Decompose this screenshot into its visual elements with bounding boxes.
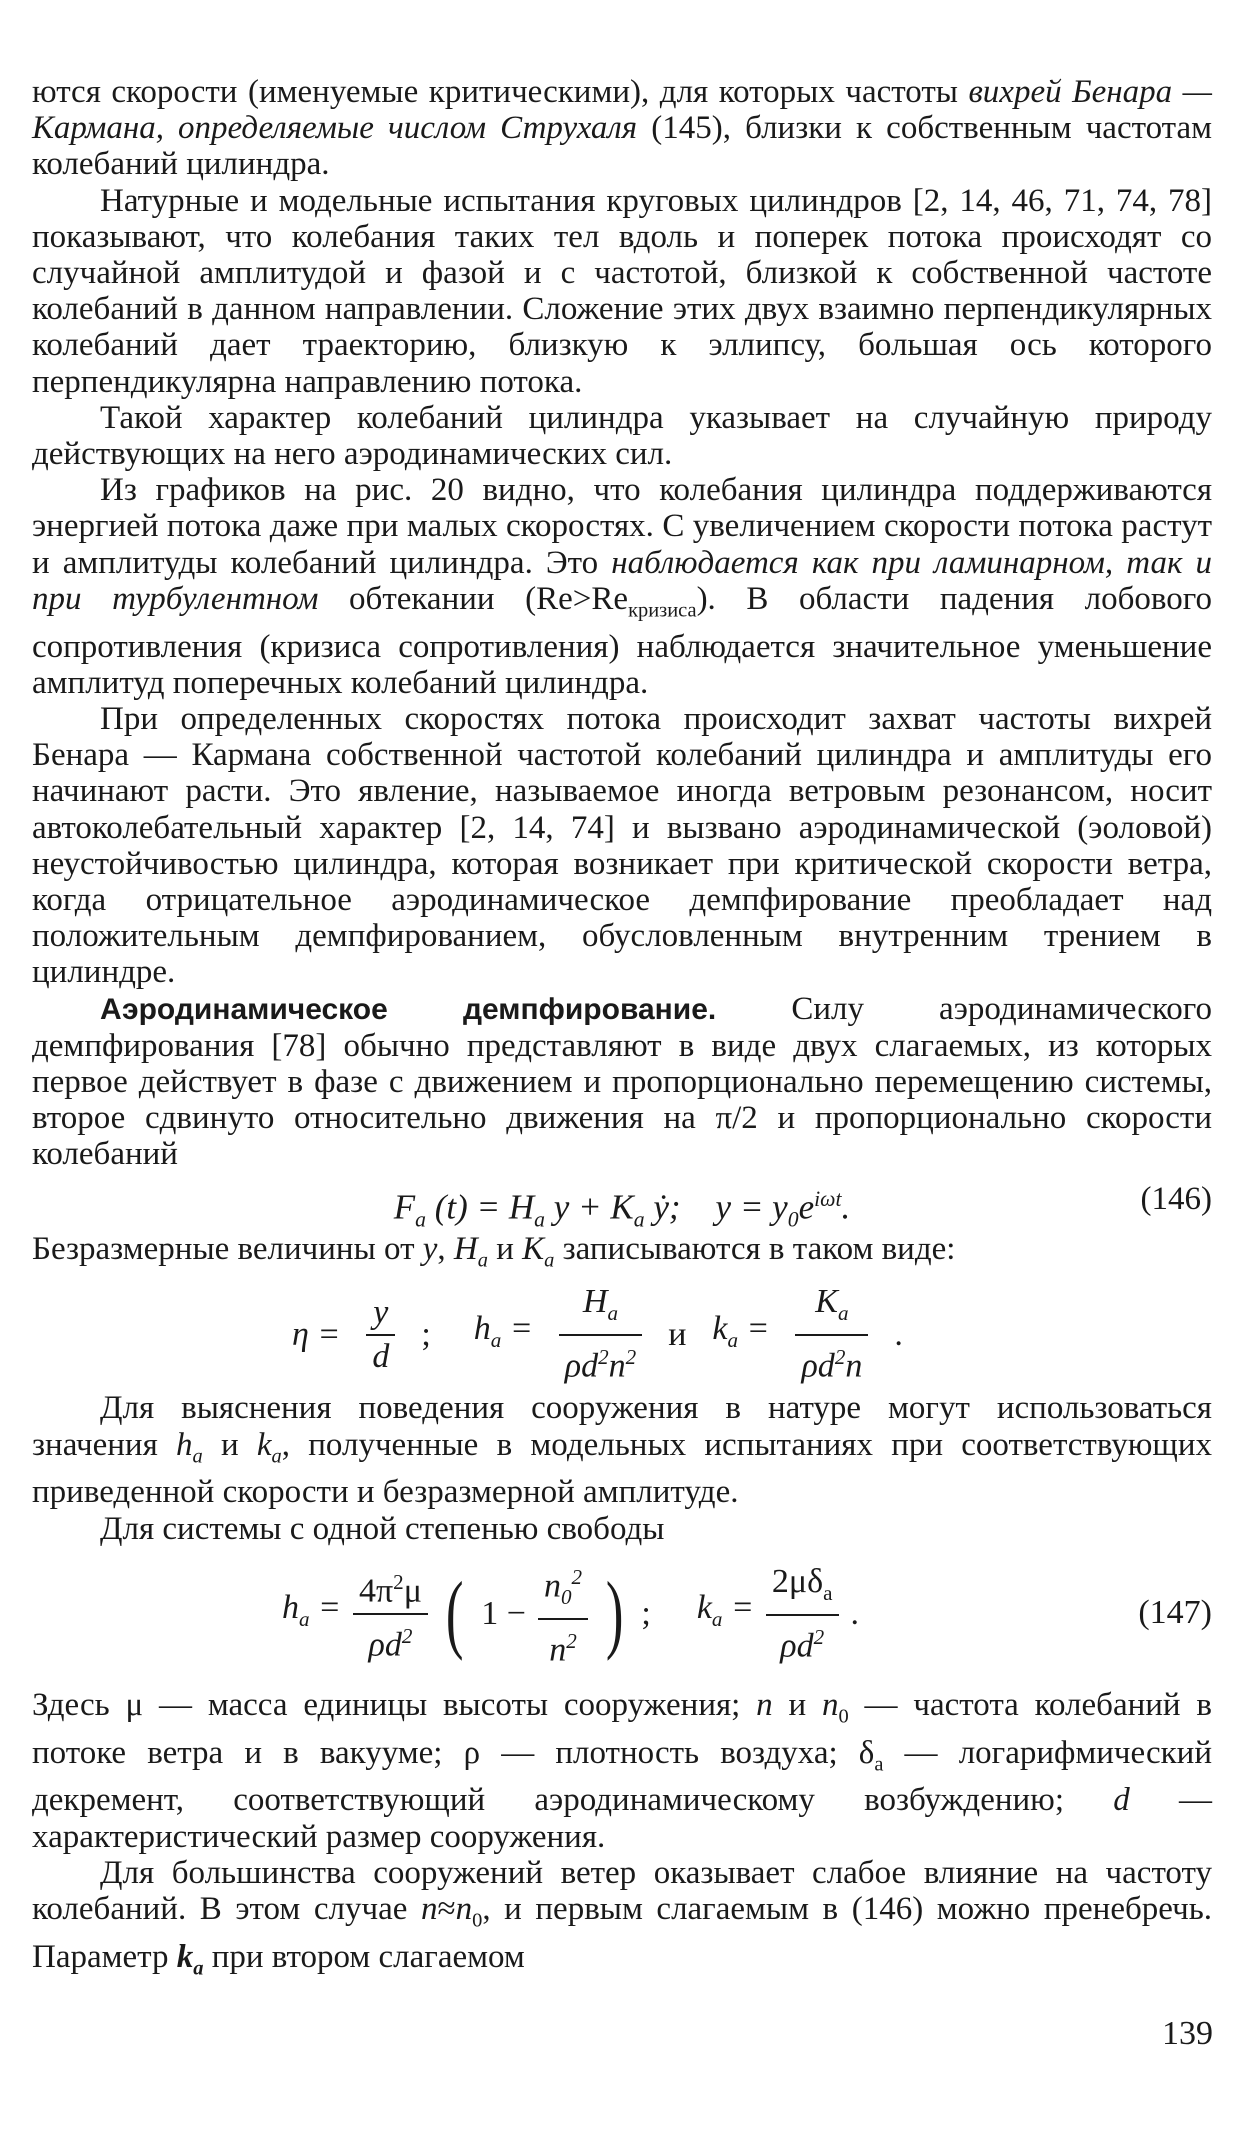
page-number: 139 <box>1162 2015 1213 2052</box>
n0-over-n-fraction: $\frac{n_0^2}{n^2}$ <box>538 1559 588 1669</box>
equation-147: $h_a$ = $\frac{4\pi^2\mu}{\rho d^2}$ ( 1 − $\frac{n_0^2}{n^2}$ ) ; $k_a$ = $\frac{2\mu\delta_a}{\rho d^2}$ . (147) <box>32 1547 1212 1687</box>
paragraph-8: Для выяснения поведения сооружения в натуре могут использоваться значения $h_a$ и $k_a$, полученные в модельных испытаниях при соответствующих приведенной скорости и безразмерной амплитуде. <box>32 1390 1213 1511</box>
equation-146-body: $F_a$ $(t) = H_a$ $y + K_a$ ẏ; $y = y_0e^{i\omega t}$. <box>393 1186 851 1232</box>
paragraph-10: Здесь μ — масса единицы высоты сооружения; n и $n_0$ — частота колебаний в потоке ветра и в вакууме; ρ — плотность воздуха; $\delta_a$ — логарифмический декремент, соответствующий аэродинамическому возбуждению; d — характеристический размер сооружения. <box>32 1686 1212 1855</box>
equation-146 <box>32 1173 1212 1231</box>
conjunction-and: и <box>668 1315 687 1353</box>
paragraph-2: Натурные и модельные испытания круговых цилиндров [2, 14, 46, 71, 74, 78] показывают, что колебания таких тел вдоль и поперек потока происходят со случайной амплитудой и фазой и с частотой, близкой к собственной частоте колебаний в данном направлении. Сложение этих двух взаимно перпендикулярных колебаний дает траекторию, близкую к эллипсу, большая ось которого перпендикулярна направлению потока. <box>32 182 1212 400</box>
ka-147-fraction: $\frac{2\mu\delta_a}{\rho d^2}$ <box>766 1564 839 1665</box>
paragraph-6 <box>32 991 1212 1173</box>
page-body <box>32 74 1212 1987</box>
eta-fraction: $\frac{y}{d}$ <box>366 1295 395 1375</box>
paragraph-4: Из графиков на рис. 20 видно, что колебания цилиндра поддерживаются энергией потока даже при малых скоростях. С увеличением скорости потока растут и амплитуды колебаний цилиндра. Это наблюдается как при ламинарном, так и при турбулентном обтекании $(Re>Re_{кризиса})$. В области падения лобового сопротивления (кризиса сопротивления) наблюдается значительное уменьшение амплитуд поперечных колебаний цилиндра. <box>32 472 1212 701</box>
paragraph-11: Для большинства сооружений ветер оказывает слабое влияние на частоту колебаний. В этом случае $n\approx n_0$, и первым слагаемым в (146) можно пренебречь. Параметр $k_a$ при втором слагаемом <box>32 1854 1212 1980</box>
section-heading: Аэродинамическое демпфирование. <box>100 992 717 1026</box>
ka-fraction: $\frac{K_a}{\rho d^2n}$ <box>795 1284 868 1385</box>
equation-146-number: (146) <box>1140 1180 1212 1217</box>
paragraph-1: ются скорости (именуемые критическими), для которых частоты вихрей Бенара — Кармана, определяемые числом Струхаля (145), близки к собственным частотам колебаний цилиндра. <box>32 74 1212 183</box>
equation-147-number: (147) <box>1138 1593 1212 1631</box>
paragraph-9: Для системы с одной степенью свободы <box>100 1510 665 1547</box>
ha-147-fraction: $\frac{4\pi^2\mu}{\rho d^2}$ <box>353 1564 428 1663</box>
paragraph-7: Безразмерные величины от y, $H_a$ и $K_a$ записываются в таком виде: <box>32 1230 956 1272</box>
dimensionless-definitions: η = $\frac{y}{d}$ ; $h_a$ = $\frac{H_a}{\rho d^2n^2}$ и $k_a$ = $\frac{K_a}{\rho d^2n}$ . <box>292 1283 903 1385</box>
paragraph-6-text: Силу аэродинамического демпфирования [78] обычно представляют в виде двух слагаемых, из которых первое действует в фазе с движением и пропорционально перемещению системы, второе сдвинуто относительно движения на π/2 и пропорционально скорости колебаний <box>32 990 1212 1173</box>
ha-fraction: $\frac{H_a}{\rho d^2n^2}$ <box>559 1284 642 1385</box>
paragraph-5: При определенных скоростях потока происходит захват частоты вихрей Бенара — Кармана собственной частотой колебаний цилиндра и амплитуды его начинают расти. Это явление, называемое иногда ветровым резонансом, носит автоколебательный характер [2, 14, 74] и вызвано аэродинамической (эоловой) неустойчивостью цилиндра, которая возникает при критической скорости ветра, когда отрицательное аэродинамическое демпфирование преобладает над положительным демпфированием, обусловленным внутренним трением в цилиндре. <box>32 701 1212 991</box>
paragraph-3: Такой характер колебаний цилиндра указывает на случайную природу действующих на него аэродинамических сил. <box>32 399 1212 473</box>
